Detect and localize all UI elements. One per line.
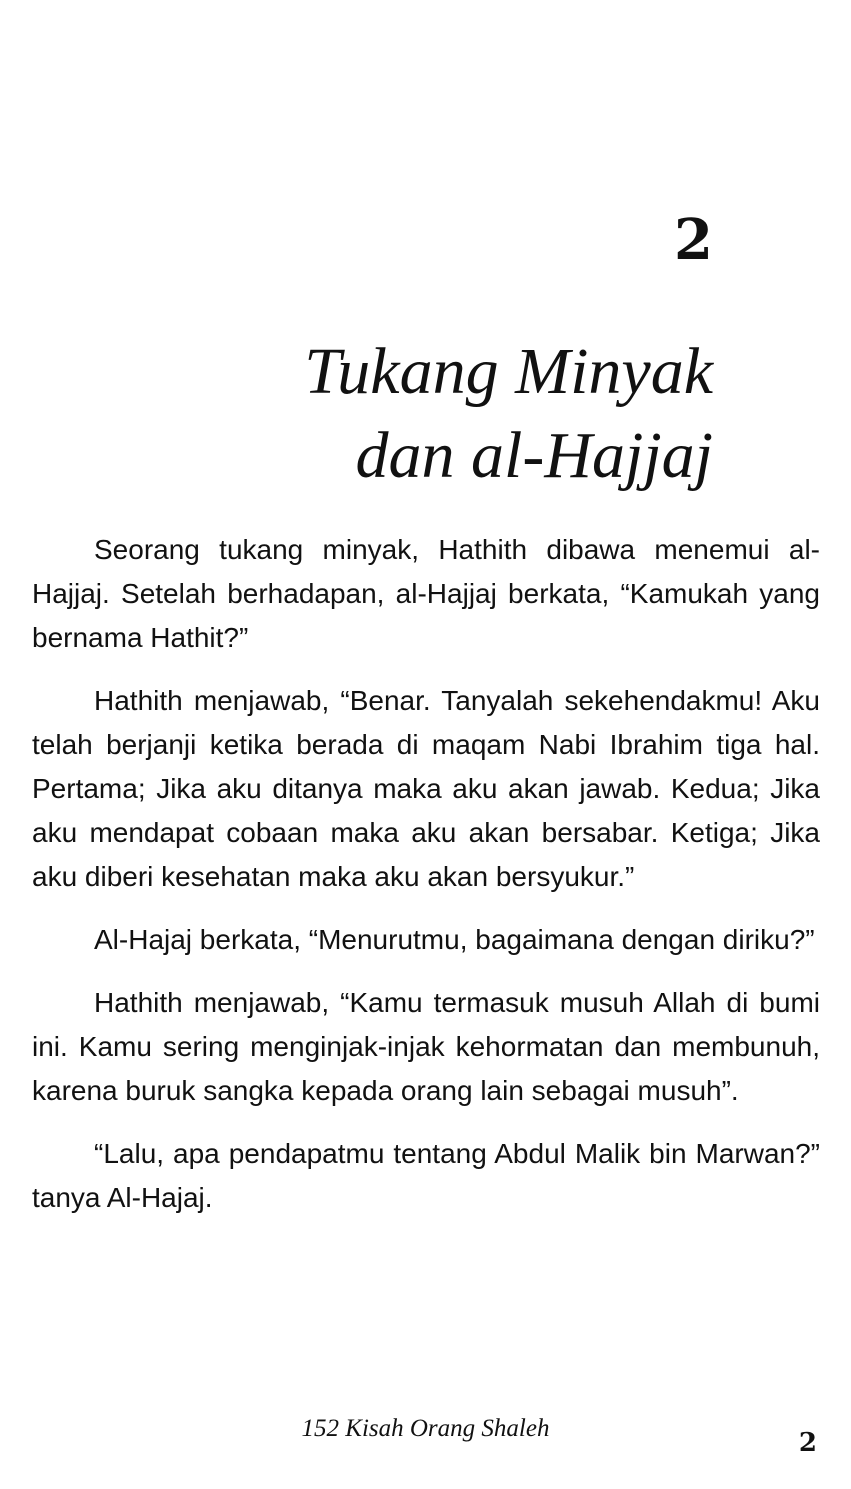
- paragraph: Seorang tukang minyak, Hathith dibawa menemui al-Hajjaj. Setelah berhadapan, al-Hajjaj berkata, “Kamukah yang bernama Hathit?”: [32, 534, 820, 653]
- chapter-title-line-2: dan al-Hajjaj: [355, 419, 713, 492]
- page-number: 2: [798, 1428, 817, 1458]
- paragraph: “Lalu, apa pendapatmu tentang Abdul Malik bin Marwan?” tanya Al-Hajaj.: [32, 1138, 820, 1213]
- chapter-title: [113, 330, 713, 498]
- footer-book-title: 152 Kisah Orang Shaleh: [301, 1415, 550, 1442]
- chapter-number: 2: [674, 207, 713, 273]
- body-text: [32, 528, 820, 1239]
- paragraph: Hathith menjawab, “Benar. Tanyalah sekehendakmu! Aku telah berjanji ketika berada di maqam Nabi Ibrahim tiga hal. Pertama; Jika aku ditanya maka aku akan jawab. Kedua; Jika aku mendapat cobaan maka aku akan bersabar. Ketiga; Jika aku diberi kesehatan maka aku akan bersyukur.”: [32, 685, 820, 892]
- chapter-title-line-1: Tukang Minyak: [304, 335, 713, 408]
- paragraph: Hathith menjawab, “Kamu termasuk musuh Allah di bumi ini. Kamu sering menginjak-injak kehormatan dan membunuh, karena buruk sangka kepada orang lain sebagai musuh”.: [32, 987, 820, 1106]
- paragraph: Al-Hajaj berkata, “Menurutmu, bagaimana dengan diriku?”: [94, 924, 815, 955]
